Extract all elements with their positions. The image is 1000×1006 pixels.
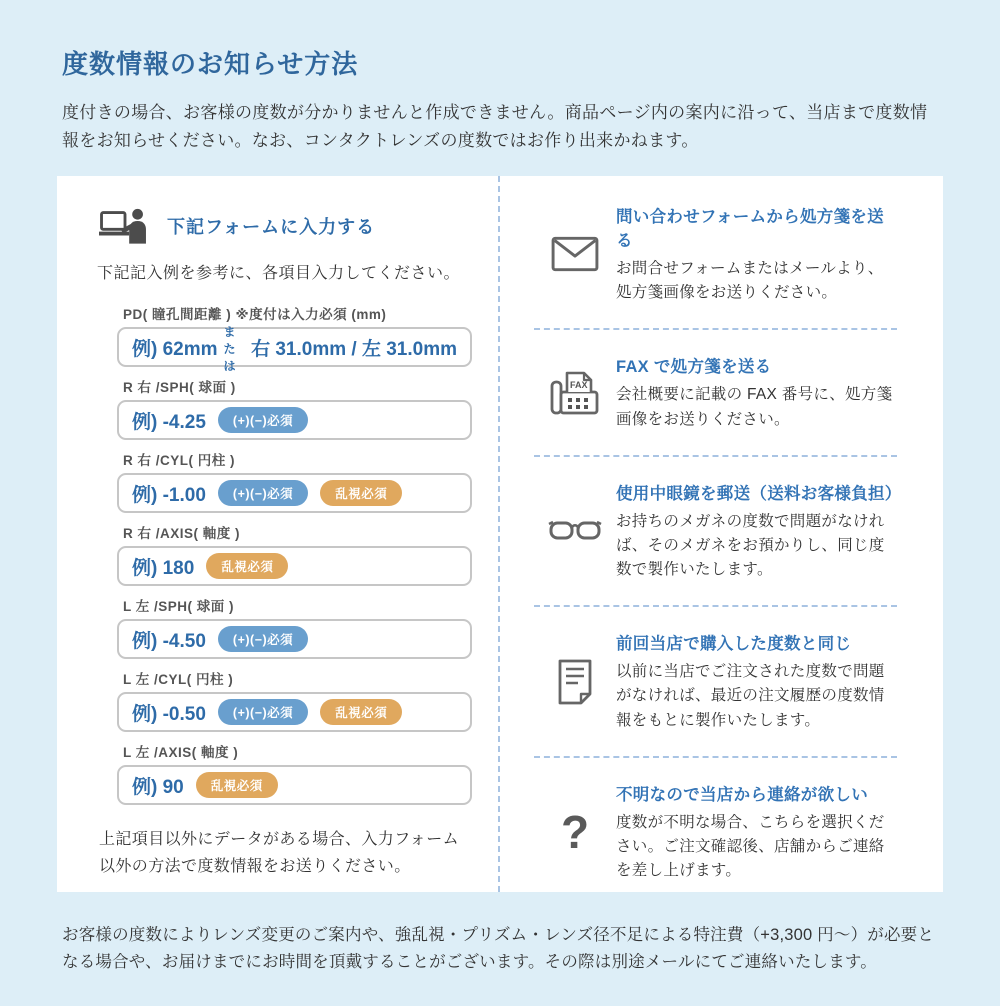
field-example-box <box>117 400 472 440</box>
method-body: 会社概要に記載の FAX 番号に、処方箋画像をお送りください。 <box>616 386 893 428</box>
field-value-alt: 右 31.0mm / 左 31.0mm <box>251 338 457 360</box>
method-heading: 使用中眼鏡を郵送（送料お客様負担） <box>616 484 902 503</box>
method-text <box>616 203 897 305</box>
document-icon <box>534 659 616 705</box>
page-footer <box>0 892 1000 1005</box>
question-icon <box>534 806 616 859</box>
field-value: 例) -4.50 <box>132 630 206 652</box>
field-value: 例) -1.00 <box>132 484 206 506</box>
plus-minus-required-badge: (+)(−)必須 <box>218 699 308 725</box>
page-header <box>0 0 1000 154</box>
astigmatism-required-badge: 乱視必須 <box>320 480 402 506</box>
method-body: 以前に当店でご注文された度数で問題がなければ、最近の注文履歴の度数情報をもとに製作いたします。 <box>616 663 885 729</box>
svg-text:FAX: FAX <box>570 379 588 390</box>
field-example-box <box>117 473 472 513</box>
astigmatism-required-badge: 乱視必須 <box>196 772 278 798</box>
field-example-box <box>117 619 472 659</box>
plus-minus-required-badge: (+)(−)必須 <box>218 407 308 433</box>
form-section-title: 下記フォームに入力する <box>167 217 376 238</box>
field-example-box <box>117 546 472 586</box>
field-r-cyl <box>117 449 472 513</box>
form-note: 上記項目以外にデータがある場合、入力フォーム以外の方法で度数情報をお送りください。 <box>99 831 460 875</box>
method-contact-form <box>534 180 897 330</box>
field-l-axis <box>117 741 472 805</box>
footer-text: お客様の度数によりレンズ変更のご案内や、強乱視・プリズム・レンズ径不足による特注費（+3,300 円〜）が必要となる場合や、お届けまでにお時間を頂戴することがございます。その際は別途メールにてご連絡いたします。 <box>62 926 935 971</box>
method-unknown-contact <box>534 758 897 907</box>
mail-icon <box>534 236 616 272</box>
method-text <box>616 480 902 583</box>
field-r-axis <box>117 522 472 586</box>
plus-minus-required-badge: (+)(−)必須 <box>218 480 308 506</box>
field-example-box <box>117 692 472 732</box>
method-mail-glasses <box>534 457 902 608</box>
method-heading: FAX で処方箋を送る <box>616 358 772 377</box>
field-label: R 右 /SPH( 球面 ) <box>123 380 236 396</box>
intro-text: 度付きの場合、お客様の度数が分かりませんと作成できません。商品ページ内の案内に沿って、当店まで度数情報をお知らせください。なお、コンタクトレンズの度数ではお作り出来かねます。 <box>62 103 928 150</box>
form-fields <box>117 303 472 805</box>
plus-minus-required-badge: (+)(−)必須 <box>218 626 308 652</box>
field-label: R 右 /AXIS( 軸度 ) <box>123 526 241 542</box>
person-at-computer-icon <box>99 206 151 246</box>
question-glyph: ? <box>560 806 590 859</box>
form-section <box>57 176 500 892</box>
method-text <box>616 353 897 431</box>
field-value-connector: または <box>223 325 236 374</box>
field-value: 例) 62mm <box>132 338 218 360</box>
field-l-sph <box>117 595 472 659</box>
field-label: L 左 /AXIS( 軸度 ) <box>123 745 239 761</box>
glasses-icon <box>534 518 616 544</box>
fax-icon <box>534 369 616 417</box>
field-l-cyl <box>117 668 472 732</box>
form-subheading: 下記記入例を参考に、各項目入力してください。 <box>97 265 461 283</box>
page-title: 度数情報のお知らせ方法 <box>62 49 359 79</box>
method-body: 度数が不明な場合、こちらを選択ください。ご注文確認後、店舗からご連絡を差し上げます。 <box>616 813 885 880</box>
method-body: お持ちのメガネの度数で問題がなければ、そのメガネをお預かりし、同じ度数で製作いたします。 <box>616 512 885 579</box>
method-heading: 不明なので当店から連絡が欲しい <box>616 785 868 804</box>
method-text <box>616 781 897 884</box>
methods-section <box>500 176 943 892</box>
field-value: 例) 90 <box>132 776 184 798</box>
method-previous-order <box>534 607 897 758</box>
method-text <box>616 630 897 733</box>
info-panel <box>57 176 943 892</box>
astigmatism-required-badge: 乱視必須 <box>206 553 288 579</box>
field-label: R 右 /CYL( 円柱 ) <box>123 453 235 469</box>
field-label: L 左 /CYL( 円柱 ) <box>123 672 234 688</box>
method-body: お問合せフォームまたはメールより、処方箋画像をお送りください。 <box>616 260 884 302</box>
method-fax <box>534 330 897 456</box>
field-value: 例) -4.25 <box>132 411 206 433</box>
field-label: PD( 瞳孔間距離 ) ※度付は入力必須 (mm) <box>123 307 387 323</box>
method-heading: 前回当店で購入した度数と同じ <box>616 635 852 654</box>
field-value: 例) 180 <box>132 557 195 579</box>
field-pd <box>117 303 472 374</box>
form-section-header <box>99 206 472 246</box>
field-r-sph <box>117 376 472 440</box>
field-example-box <box>117 325 472 374</box>
astigmatism-required-badge: 乱視必須 <box>320 699 402 725</box>
field-value: 例) -0.50 <box>132 703 206 725</box>
field-label: L 左 /SPH( 球面 ) <box>123 599 235 615</box>
method-heading: 問い合わせフォームから処方箋を送る <box>616 208 884 251</box>
field-example-box <box>117 765 472 805</box>
